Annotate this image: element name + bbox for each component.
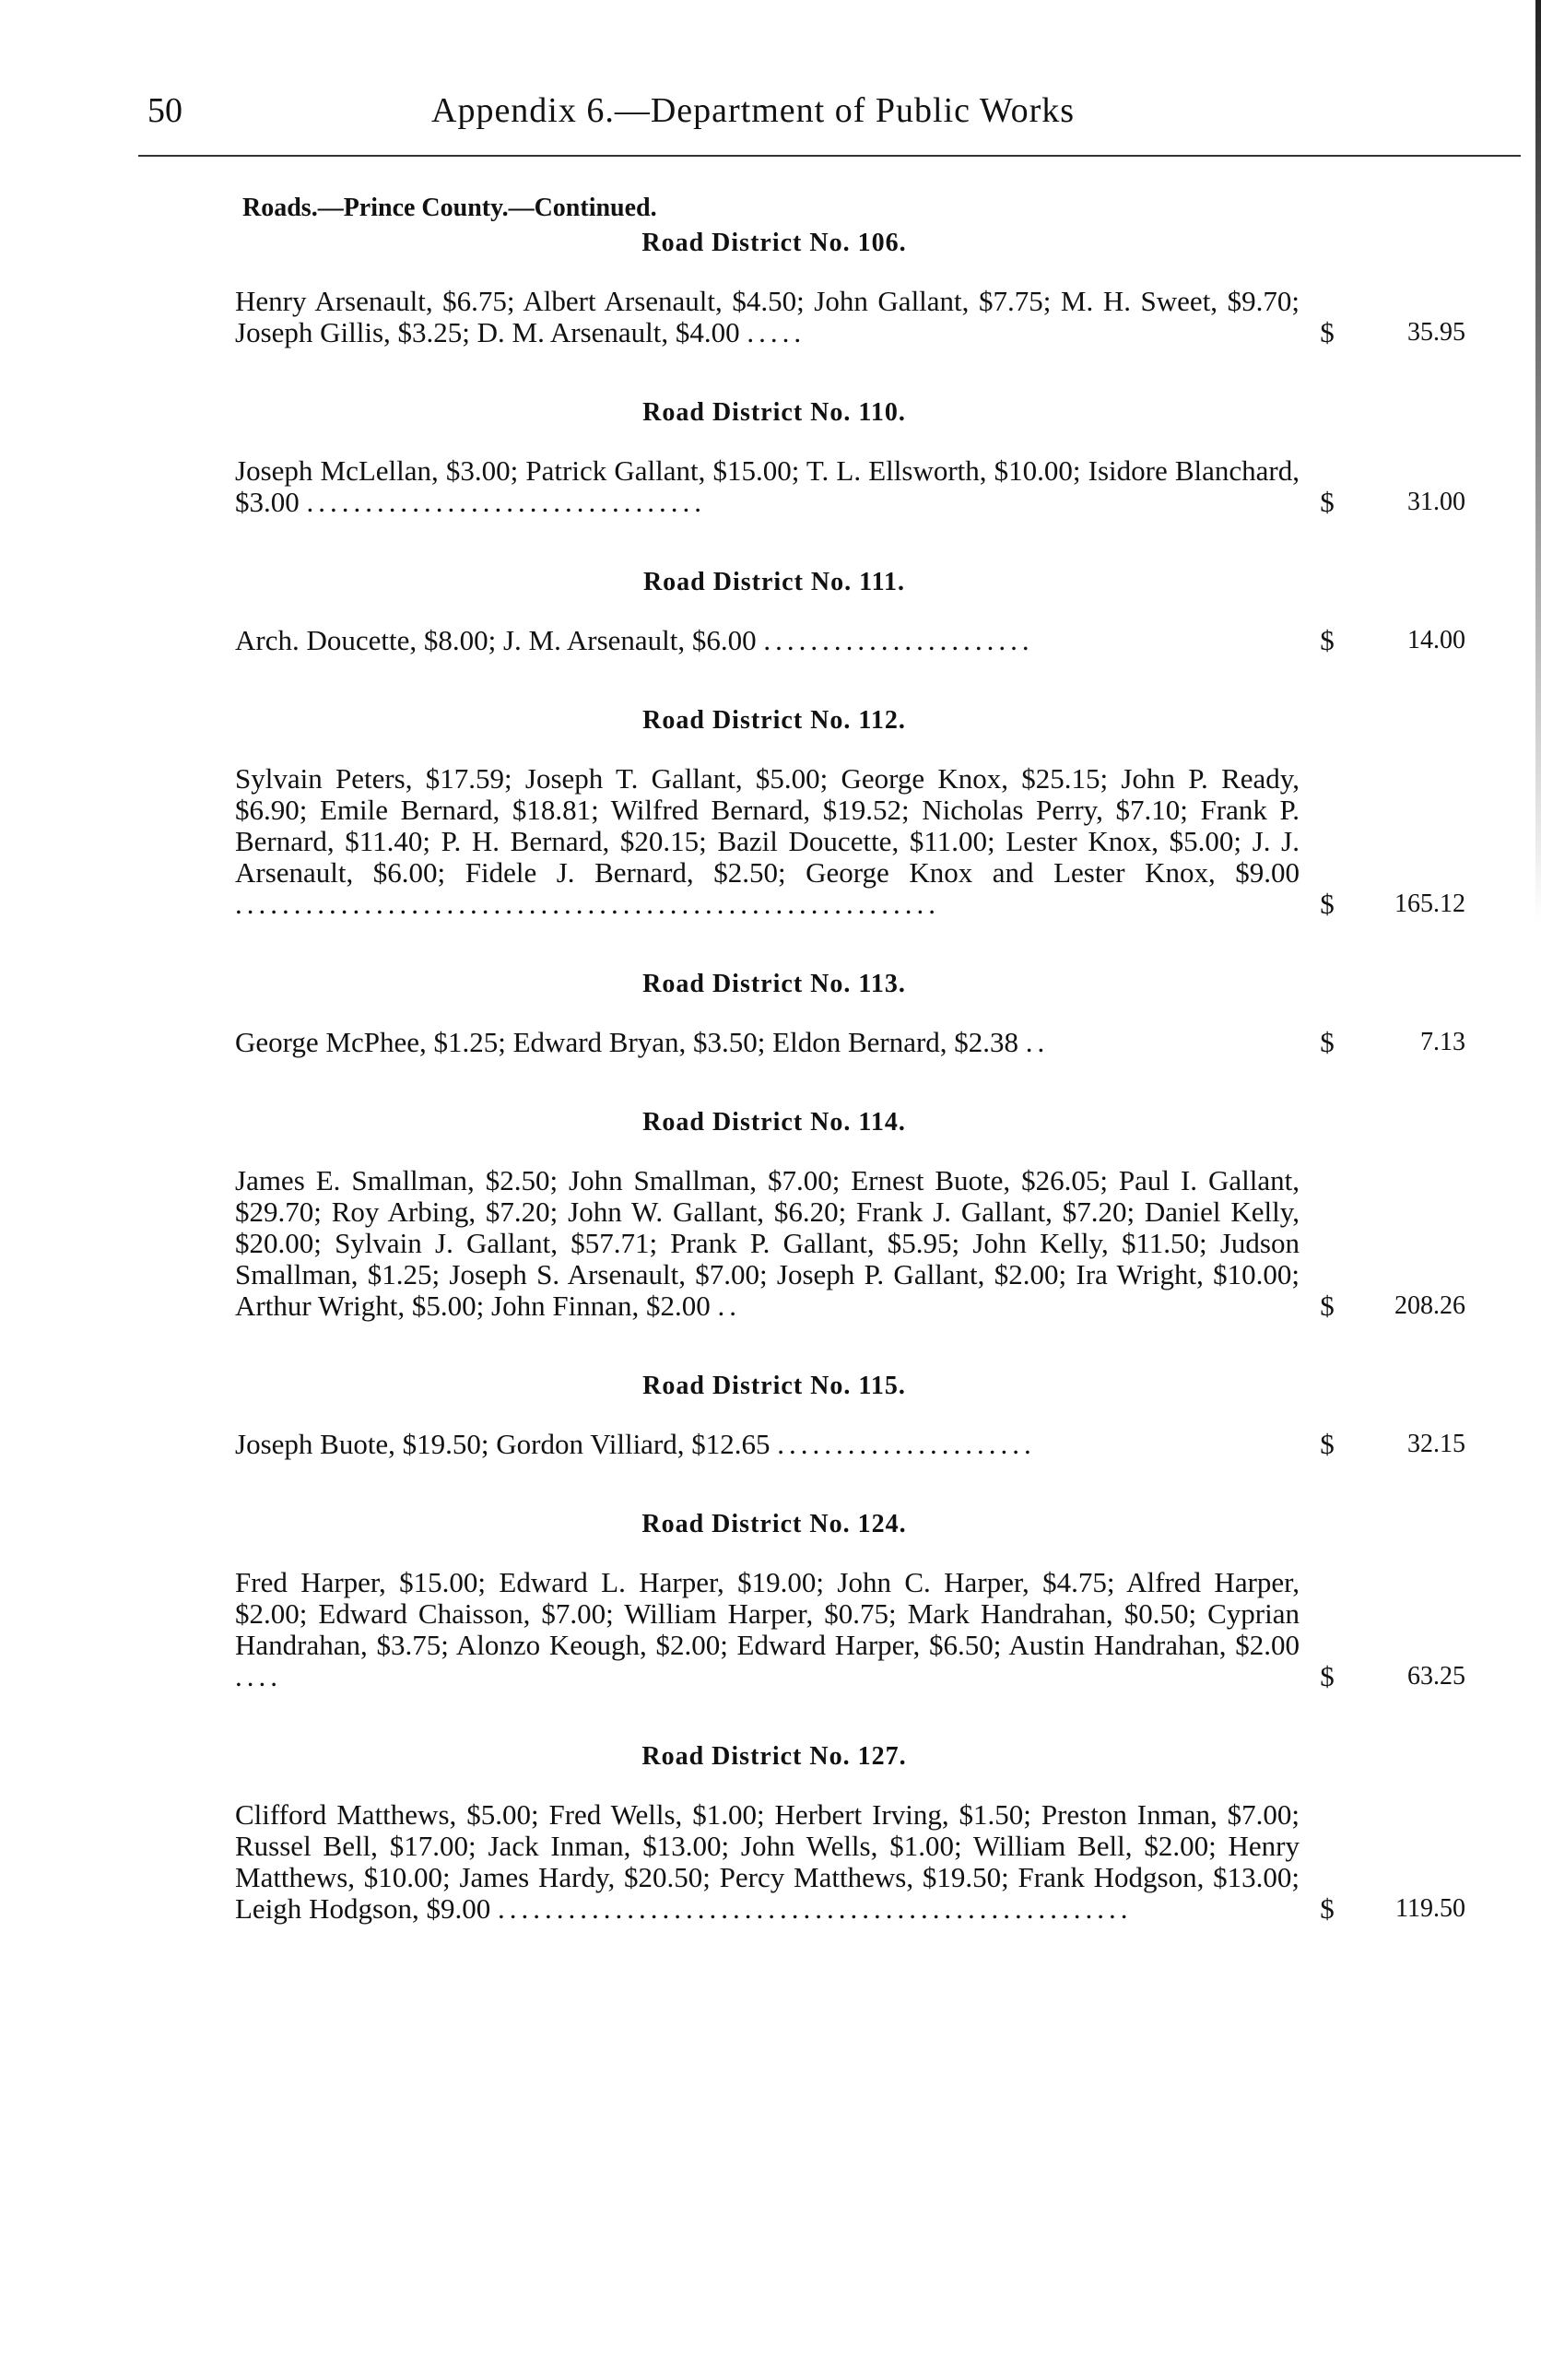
payments-list: Sylvain Peters, $17.59; Joseph T. Gallant, $5.00; George Knox, $25.15; John P. Ready, $6.90; Emile Bernard, $18.81; Wilfred Bernard, $19.52; Nicholas Perry, $7.10; Frank P. Bernard, $11.40; P. H. Bernard, $20.15; Bazil Doucette, $11.00; Lester Knox, $5.00; J. J. Arsenault, $6.00; Fidele J. Bernard, $2.50; George Knox and Lester Knox, $9.00 — [235, 762, 1300, 889]
payments-text — [235, 455, 1300, 518]
payments-text — [235, 1027, 1300, 1058]
currency-sign: $ — [1320, 1660, 1335, 1692]
dot-leader: .. — [1025, 1026, 1050, 1058]
district-total: 32.15 — [1407, 1430, 1465, 1458]
payments-list: Fred Harper, $15.00; Edward L. Harper, $19.00; John C. Harper, $4.75; Alfred Harper, $2.00; Edward Chaisson, $7.00; William Harper, $0.75; Mark Handrahan, $0.50; Cyprian Handrahan, $3.75; Alonzo Keough, $2.00; Edward Harper, $6.50; Austin Handrahan, $2.00 — [235, 1566, 1300, 1661]
road-district-entry — [235, 1567, 1470, 1692]
payments-list: James E. Smallman, $2.50; John Smallman, $7.00; Ernest Buote, $26.05; Paul I. Gallant, $29.70; Roy Arbing, $7.20; John W. Gallant, $6.20; Frank J. Gallant, $7.20; Daniel Kelly, $20.00; Sylvain J. Gallant, $57.71; Prank P. Gallant, $5.95; John Kelly, $11.50; Judson Smallman, $1.25; Joseph S. Arsenault, $7.00; Joseph P. Gallant, $2.00; Ira Wright, $10.00; Arthur Wright, $5.00; John Finnan, $2.00 — [235, 1164, 1300, 1322]
road-district-entry — [235, 763, 1470, 920]
road-district-entry — [235, 1429, 1470, 1460]
payments-text — [235, 625, 1300, 656]
payments-text — [235, 763, 1300, 920]
currency-sign: $ — [1320, 1026, 1335, 1058]
road-district-entry — [235, 286, 1470, 348]
payments-list: Joseph Buote, $19.50; Gordon Villiard, $12.65 — [235, 1428, 770, 1460]
road-district-heading: Road District No. 114. — [642, 1108, 906, 1137]
road-district-entry — [235, 1799, 1470, 1925]
road-district-heading: Road District No. 111. — [642, 568, 906, 596]
district-total: 31.00 — [1407, 488, 1465, 516]
currency-sign: $ — [1320, 1290, 1335, 1322]
dot-leader: ............................................................ — [235, 888, 940, 920]
district-total: 14.00 — [1407, 626, 1465, 654]
currency-sign: $ — [1320, 1428, 1335, 1460]
section-continued-title: Roads.—Prince County.—Continued. — [242, 194, 657, 222]
dot-leader: .... — [235, 1660, 282, 1692]
payments-list: Arch. Doucette, $8.00; J. M. Arsenault, $6.00 — [235, 624, 757, 656]
header-rule — [138, 155, 1521, 157]
road-district-entry — [235, 1165, 1470, 1322]
road-district-heading: Road District No. 124. — [641, 1510, 907, 1538]
page-number: 50 — [147, 91, 182, 130]
road-district-heading: Road District No. 112. — [642, 706, 906, 735]
payments-text — [235, 1799, 1300, 1925]
road-district-heading: Road District No. 106. — [641, 229, 907, 257]
district-total: 35.95 — [1407, 318, 1465, 347]
currency-sign: $ — [1320, 1892, 1335, 1925]
road-district-heading: Road District No. 110. — [642, 398, 906, 427]
currency-sign: $ — [1320, 888, 1335, 920]
road-district-entry — [235, 455, 1470, 518]
road-district-heading: Road District No. 127. — [641, 1742, 907, 1771]
payments-list: Clifford Matthews, $5.00; Fred Wells, $1.00; Herbert Irving, $1.50; Preston Inman, $7.00; Russel Bell, $17.00; Jack Inman, $13.00; John Wells, $1.00; William Bell, $2.00; Henry Matthews, $10.00; James Hardy, $20.50; Percy Matthews, $19.50; Frank Hodgson, $13.00; Leigh Hodgson, $9.00 — [235, 1798, 1300, 1925]
road-district-heading: Road District No. 115. — [642, 1372, 906, 1400]
dot-leader: .. — [717, 1290, 741, 1322]
payments-text — [235, 1429, 1300, 1460]
district-total: 119.50 — [1395, 1894, 1465, 1923]
currency-sign: $ — [1320, 486, 1335, 518]
payments-text — [235, 1165, 1300, 1322]
dot-leader: ....................... — [763, 624, 1034, 656]
district-total: 165.12 — [1394, 890, 1465, 918]
dot-leader: ..... — [747, 316, 806, 348]
payments-list: Henry Arsenault, $6.75; Albert Arsenault, $4.50; John Gallant, $7.75; M. H. Sweet, $9.70; Joseph Gillis, $3.25; D. M. Arsenault, $4.00 — [235, 285, 1300, 348]
page-header — [147, 90, 1244, 146]
road-district-entry — [235, 625, 1470, 656]
road-district-entry — [235, 1027, 1470, 1058]
page-body — [235, 194, 1470, 1974]
currency-sign: $ — [1320, 624, 1335, 656]
district-total: 63.25 — [1407, 1662, 1465, 1691]
dot-leader: ...................................................... — [498, 1892, 1133, 1925]
currency-sign: $ — [1320, 316, 1335, 348]
page-edge-shadow — [1535, 0, 1541, 922]
road-district-heading: Road District No. 113. — [642, 970, 906, 998]
payments-text — [235, 286, 1300, 348]
dot-leader: .................................. — [306, 486, 706, 518]
payments-list: George McPhee, $1.25; Edward Bryan, $3.50; Eldon Bernard, $2.38 — [235, 1026, 1019, 1058]
district-list — [235, 229, 1470, 1925]
dot-leader: ...................... — [777, 1428, 1036, 1460]
district-total: 7.13 — [1420, 1028, 1465, 1056]
payments-text — [235, 1567, 1300, 1692]
running-title: Appendix 6.—Department of Public Works — [431, 91, 1076, 130]
district-total: 208.26 — [1394, 1291, 1465, 1320]
payments-list: Joseph McLellan, $3.00; Patrick Gallant, $15.00; T. L. Ellsworth, $10.00; Isidore Blanchard, $3.00 — [235, 454, 1300, 518]
